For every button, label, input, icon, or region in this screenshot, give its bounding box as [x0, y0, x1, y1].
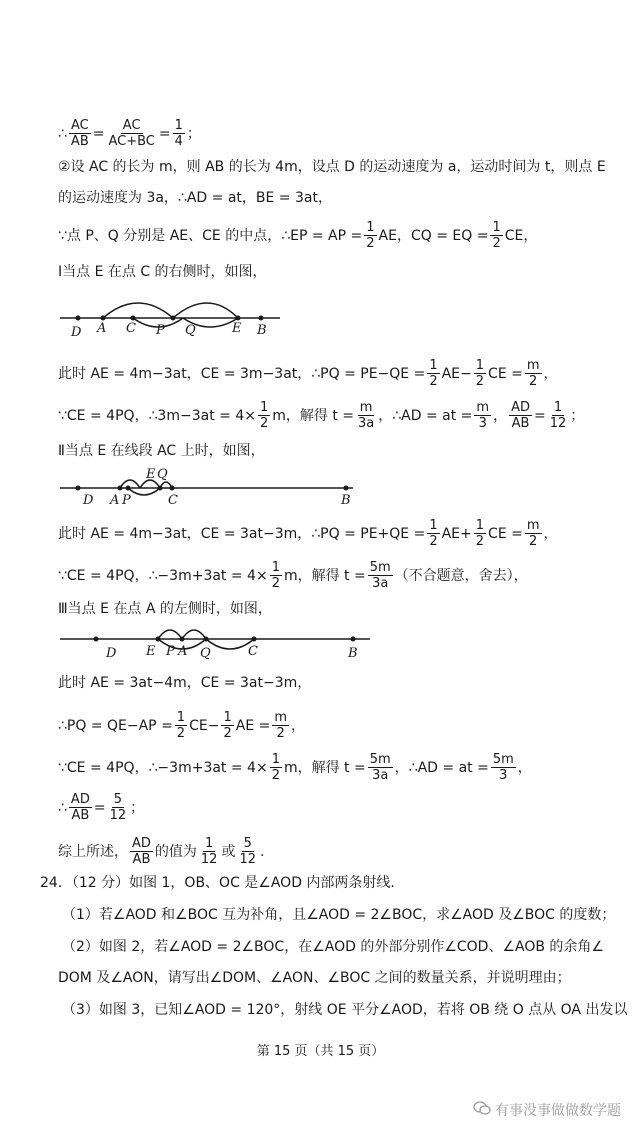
den: AB [71, 808, 90, 823]
text: ∴PQ = QE−AP = [58, 717, 173, 734]
number-line-figure-3 [58, 625, 378, 665]
line-14 [58, 752, 621, 783]
label-p: P [166, 644, 175, 659]
text: m，解得 t = [272, 407, 355, 424]
text: 的值为 [154, 843, 197, 860]
page-footer: 第 15 页（共 15 页） [256, 1044, 385, 1059]
text: ； [186, 125, 201, 142]
den: 2 [271, 768, 280, 783]
line-10 [58, 560, 621, 591]
line-2: ②设 AC 的长为 m，则 AB 的长为 4m，设点 D 的运动速度为 a，运动时间为 t，则点 E [58, 159, 606, 175]
line-16 [58, 836, 621, 867]
text: CE− [189, 717, 220, 734]
text: AE，CQ = EQ = [378, 227, 489, 244]
fraction [69, 118, 91, 149]
num: 1 [271, 752, 280, 767]
den: 2 [475, 534, 485, 549]
fraction [175, 710, 187, 741]
label-p: P [122, 493, 131, 508]
den: 12 [109, 808, 127, 823]
fraction [491, 752, 516, 783]
num: 5m [369, 752, 391, 767]
line-9 [58, 518, 621, 549]
text: 此时 AE = 4m−3at，CE = 3at−3m，∴PQ = PE+QE = [58, 525, 426, 542]
num: 1 [429, 358, 438, 373]
therefore: ∴ [58, 125, 67, 142]
text: . [260, 843, 265, 860]
den: 2 [223, 726, 232, 741]
num: 1 [223, 710, 232, 725]
num: 5 [113, 792, 122, 807]
watermark-text: 有事没事做做数学题 [495, 1103, 621, 1119]
den: 2 [475, 374, 485, 389]
num: 1 [174, 118, 183, 133]
label-c: C [126, 321, 136, 336]
text: （不合题意，舍去）， [394, 567, 528, 584]
fraction [106, 118, 156, 149]
fraction [364, 220, 376, 251]
den: 2 [259, 416, 269, 431]
text: = [534, 407, 546, 424]
label-b: B [341, 493, 351, 508]
num: 5 [243, 836, 252, 851]
text: AE− [441, 365, 472, 382]
fraction [173, 118, 185, 149]
fraction [474, 400, 491, 431]
number-line-figure-2 [58, 468, 358, 508]
question-24-part-2a: （2）如图 2，若∠AOD = 2∠BOC，在∠AOD 的外部分别作∠COD、∠AOB 的余角∠ [62, 939, 604, 955]
text: ， [493, 407, 508, 424]
text: ，∴AD = at = [394, 759, 489, 776]
label-b: B [257, 323, 267, 338]
fraction [490, 220, 502, 251]
fraction [270, 560, 282, 591]
watermark [473, 1100, 621, 1120]
den: 2 [429, 534, 438, 549]
fraction [474, 518, 486, 549]
fraction [427, 358, 439, 389]
fraction [525, 358, 542, 389]
label-q: Q [157, 468, 168, 482]
label-p: P [156, 323, 165, 338]
label-a: A [110, 493, 120, 508]
den: 2 [429, 374, 438, 389]
line-15 [58, 792, 621, 823]
num: 1 [475, 518, 485, 533]
line-12: 此时 AE = 3at−4m，CE = 3at−3m， [58, 675, 312, 691]
num: 1 [553, 400, 563, 415]
num: m [526, 358, 540, 373]
num: 1 [492, 220, 501, 235]
question-24-part-2b: DOM 及∠AON，请写出∠DOM、∠AON、∠BOC 之间的数量关系，并说明理由； [58, 970, 571, 986]
den: AB [511, 416, 530, 431]
label-a: A [178, 644, 188, 659]
label-q: Q [200, 646, 211, 661]
line-8: Ⅱ当点 E 在线段 AC 上时，如图， [58, 443, 265, 459]
den: 2 [366, 236, 375, 251]
text: ∵CE = 4PQ，∴−3m+3at = 4× [58, 567, 268, 584]
line-6 [58, 358, 621, 389]
den: 12 [239, 852, 256, 867]
label-e: E [146, 468, 156, 482]
text: ∵CE = 4PQ，∴3m−3at = 4× [58, 407, 256, 424]
den: 2 [529, 534, 538, 549]
num: AC [122, 118, 141, 133]
fraction [237, 836, 258, 867]
fraction [356, 400, 376, 431]
den: AB [132, 852, 151, 867]
text: = [158, 125, 171, 142]
fraction [69, 792, 92, 823]
line-3: 的运动速度为 3a，∴AD = at，BE = 3at， [58, 190, 332, 206]
num: 1 [271, 560, 280, 575]
text: 此时 AE = 4m−3at，CE = 3m−3at，∴PQ = PE−QE = [58, 365, 426, 382]
label-d: D [83, 493, 94, 508]
text: ∴ [58, 799, 67, 816]
den: 3a [372, 576, 389, 591]
num: AC [70, 118, 89, 133]
text: ， [543, 365, 558, 382]
label-e: E [232, 321, 242, 336]
label-d: D [71, 325, 82, 340]
text: ， [517, 759, 532, 776]
den: 2 [276, 726, 285, 741]
den: 12 [200, 852, 218, 867]
label-e: E [146, 644, 156, 659]
label-q: Q [185, 323, 196, 338]
line-1 [58, 118, 621, 149]
den: 2 [529, 374, 538, 389]
text: m，解得 t = [283, 567, 366, 584]
line-11: Ⅲ当点 E 在点 A 的左侧时，如图， [58, 601, 272, 617]
fraction [548, 400, 569, 431]
text: ， [291, 717, 305, 734]
question-24-part-1: （1）若∠AOD 和∠BOC 互为补角，且∠AOD = 2∠BOC，求∠AOD 及∠BOC 的度数； [62, 907, 616, 923]
text: = [92, 125, 105, 142]
label-c: C [248, 644, 258, 659]
den: AC+BC [108, 134, 155, 149]
text: ∵点 P、Q 分别是 AE、CE 的中点，∴EP = AP = [58, 227, 363, 244]
text: CE， [504, 227, 538, 244]
text: ，∴AD = at = [378, 407, 473, 424]
den: 3a [372, 768, 389, 783]
text: = [93, 799, 106, 816]
num: AD [70, 792, 90, 807]
question-24-part-3: （3）如图 3，已知∠AOD = 120°，射线 OE 平分∠AOD，若将 OB 绕 O 点从 OA 出发以 [62, 1002, 628, 1018]
num: 1 [366, 220, 375, 235]
fraction [199, 836, 220, 867]
num: 1 [205, 836, 214, 851]
num: 1 [475, 358, 485, 373]
num: AD [132, 836, 151, 851]
text: ； [130, 799, 145, 816]
text: m，解得 t = [283, 759, 366, 776]
fraction [258, 400, 270, 431]
fraction [525, 518, 542, 549]
fraction [270, 752, 282, 783]
wechat-icon [473, 1100, 491, 1120]
fraction [272, 710, 289, 741]
line-4 [58, 220, 621, 251]
den: 2 [176, 726, 186, 741]
fraction [474, 358, 486, 389]
line-13 [58, 710, 621, 741]
den: AB [70, 134, 89, 149]
fraction [427, 518, 439, 549]
den: 3a [358, 416, 375, 431]
den: 3 [478, 416, 487, 431]
number-line-figure-1 [58, 292, 288, 342]
fraction [221, 710, 233, 741]
text: CE = [488, 525, 523, 542]
line-5: Ⅰ当点 E 在点 C 的右侧时，如图， [58, 264, 267, 280]
num: 1 [176, 710, 186, 725]
text: AE+ [441, 525, 472, 542]
fraction [368, 752, 393, 783]
num: 5m [369, 560, 391, 575]
text: CE = [488, 365, 523, 382]
fraction [509, 400, 532, 431]
text: 综上所述， [58, 843, 128, 860]
label-d: D [106, 646, 117, 661]
num: m [274, 710, 287, 725]
question-24-title: 24．（12 分）如图 1，OB、OC 是∠AOD 内部两条射线． [40, 875, 405, 891]
num: m [476, 400, 490, 415]
fraction [368, 560, 393, 591]
line-7 [58, 400, 621, 431]
fraction [130, 836, 153, 867]
fraction [108, 792, 129, 823]
text: ， [543, 525, 558, 542]
den: 4 [174, 134, 183, 149]
text: ； [570, 407, 585, 424]
text: ∵CE = 4PQ，∴−3m+3at = 4× [58, 759, 268, 776]
text: 或 [221, 843, 236, 860]
den: 12 [549, 416, 567, 431]
label-c: C [168, 493, 178, 508]
num: m [526, 518, 540, 533]
num: AD [511, 400, 530, 415]
label-b: B [348, 646, 358, 661]
den: 2 [271, 576, 280, 591]
num: 1 [429, 518, 438, 533]
num: m [359, 400, 373, 415]
num: 1 [259, 400, 269, 415]
text: AE = [235, 717, 271, 734]
den: 2 [492, 236, 501, 251]
num: 5m [492, 752, 514, 767]
label-a: A [97, 321, 107, 336]
den: 3 [499, 768, 508, 783]
